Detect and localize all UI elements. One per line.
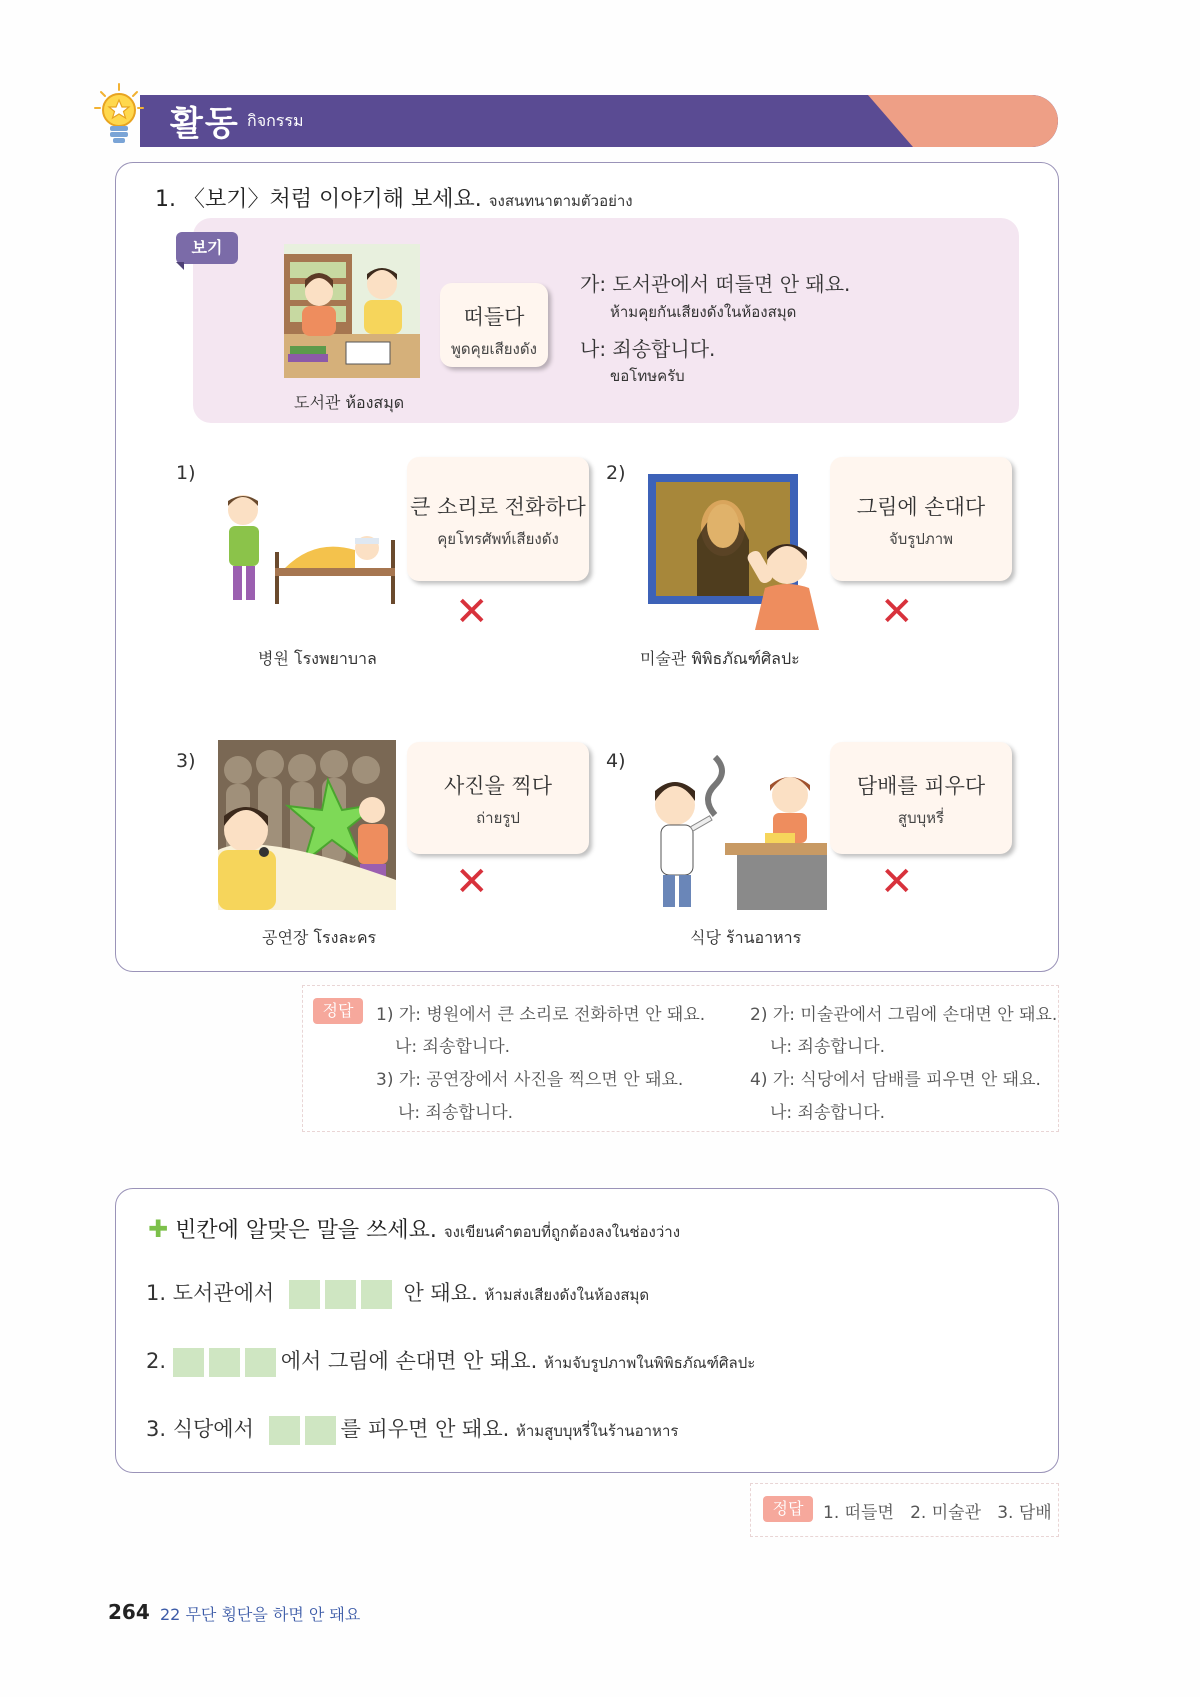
blank-box[interactable] <box>289 1280 320 1309</box>
question-1-title <box>155 182 633 213</box>
fill-line-2 <box>146 1345 755 1377</box>
item-2-caption: 미술관 พิพิธภัณฑ์ศิลปะ <box>640 649 800 668</box>
item-1-number: 1) <box>176 462 196 484</box>
fill-line-3 <box>146 1413 678 1445</box>
plus-icon: ✚ <box>148 1215 169 1243</box>
item-4-card-th: สูบบุหรี่ <box>897 809 945 827</box>
example-line-b-th: ขอโทษครับ <box>610 367 685 385</box>
example-line-a: 가: 도서관에서 떠들면 안 돼요. <box>580 272 851 296</box>
item-1-x-icon: ✕ <box>455 589 489 635</box>
item-2-card-ko: 그림에 손대다 <box>856 495 986 519</box>
item-3-caption: 공연장 โรงละคร <box>262 928 377 947</box>
page-number: 264 <box>108 1600 150 1624</box>
answer-3-line-2: 나: 죄송합니다. <box>398 1103 514 1123</box>
blank-box[interactable] <box>361 1280 392 1309</box>
fill-line-1 <box>146 1277 649 1309</box>
answer-tag-2: 정답 <box>763 1496 813 1522</box>
question-2-text-th: จงเขียนคำตอบที่ถูกต้องลงในช่องว่าง <box>443 1223 681 1241</box>
item-4-card-ko: 담배를 피우다 <box>856 774 986 798</box>
blank-box[interactable] <box>245 1348 276 1377</box>
item-4-x-icon: ✕ <box>880 859 914 905</box>
answer-tag-1: 정답 <box>313 998 363 1024</box>
item-3-card <box>407 742 589 854</box>
example-line-b: 나: 죄송합니다. <box>580 337 716 361</box>
item-1-card-th: คุยโทรศัพท์เสียงดัง <box>437 530 559 548</box>
theater-illustration <box>218 740 396 910</box>
item-4-caption: 식당 ร้านอาหาร <box>690 928 802 947</box>
answer-4-line-2: 나: 죄송합니다. <box>770 1103 886 1123</box>
item-3-card-ko: 사진을 찍다 <box>443 774 553 798</box>
item-2-number: 2) <box>606 462 626 484</box>
example-line-a-th: ห้ามคุยกันเสียงดังในห้องสมุด <box>610 303 797 321</box>
chapter-title: 22 무단 횡단을 하면 안 돼요 <box>160 1605 361 1624</box>
answer-2-line-1: 2) 가: 미술관에서 그림에 손대면 안 돼요. <box>750 1005 1058 1025</box>
hospital-illustration <box>205 490 397 612</box>
lightbulb-star-icon <box>93 82 145 148</box>
item-3-x-icon: ✕ <box>455 859 489 905</box>
header-accent-stripe <box>868 95 1058 147</box>
item-1-caption: 병원 โรงพยาบาล <box>258 649 377 668</box>
item-2-card <box>830 457 1012 581</box>
item-3-number: 3) <box>176 750 196 772</box>
museum-illustration <box>645 470 825 630</box>
fill-line-1-th: ห้ามส่งเสียงดังในห้องสมุด <box>484 1286 650 1304</box>
example-card-th: พูดคุยเสียงดัง <box>451 340 537 358</box>
fill-line-2-th: ห้ามจับรูปภาพในพิพิธภัณฑ์ศิลปะ <box>543 1354 756 1372</box>
answer-1-line-1: 1) 가: 병원에서 큰 소리로 전화하면 안 돼요. <box>376 1005 706 1025</box>
section-subtitle: กิจกรรม <box>247 111 304 130</box>
item-4-card <box>830 742 1012 854</box>
fill-line-3-number: 3. <box>146 1417 167 1441</box>
question-2-text: 빈칸에 알맞은 말을 쓰세요. <box>175 1218 437 1243</box>
item-4-number: 4) <box>606 750 626 772</box>
fill-line-3-post: 를 피우면 안 돼요. <box>340 1417 510 1441</box>
answer-1-line-2: 나: 죄송합니다. <box>395 1037 511 1057</box>
item-3-card-th: ถ่ายรูป <box>476 809 520 827</box>
example-tag-fold <box>176 262 184 270</box>
example-card-ko: 떠들다 <box>463 305 525 329</box>
fill-line-1-number: 1. <box>146 1281 167 1305</box>
example-tag: 보기 <box>176 232 238 264</box>
library-illustration <box>284 244 420 378</box>
answer-3-line-1: 3) 가: 공연장에서 사진을 찍으면 안 돼요. <box>376 1070 684 1090</box>
blank-box[interactable] <box>173 1348 204 1377</box>
item-1-card-ko: 큰 소리로 전화하다 <box>410 495 586 519</box>
example-card <box>440 283 548 367</box>
answer-2-text: 1. 떠들면 2. 미술관 3. 담배 <box>823 1503 1052 1523</box>
fill-line-2-number: 2. <box>146 1349 167 1373</box>
answer-4-line-1: 4) 가: 식당에서 담배를 피우면 안 돼요. <box>750 1070 1041 1090</box>
blank-box[interactable] <box>305 1416 336 1445</box>
item-1-card <box>407 457 589 581</box>
fill-line-3-pre: 식당에서 <box>172 1417 254 1441</box>
example-caption: 도서관 ห้องสมุด <box>294 393 405 412</box>
fill-line-2-post: 에서 그림에 손대면 안 돼요. <box>280 1349 538 1373</box>
fill-line-1-post: 안 돼요. <box>403 1281 478 1305</box>
question-text-th: จงสนทนาตามตัวอย่าง <box>488 192 633 210</box>
question-text: 〈보기〉처럼 이야기해 보세요. <box>183 187 482 212</box>
blank-box[interactable] <box>269 1416 300 1445</box>
answer-2-line-2: 나: 죄송합니다. <box>770 1037 886 1057</box>
fill-line-3-th: ห้ามสูบบุหรี่ในร้านอาหาร <box>515 1422 679 1440</box>
item-2-card-th: จับรูปภาพ <box>888 530 954 548</box>
item-2-x-icon: ✕ <box>880 589 914 635</box>
restaurant-illustration <box>645 755 827 910</box>
blank-box[interactable] <box>325 1280 356 1309</box>
fill-line-1-pre: 도서관에서 <box>172 1281 275 1305</box>
section-title: 활동 <box>170 104 240 144</box>
question-number: 1. <box>155 187 176 212</box>
question-2-title <box>148 1213 680 1244</box>
blank-box[interactable] <box>209 1348 240 1377</box>
